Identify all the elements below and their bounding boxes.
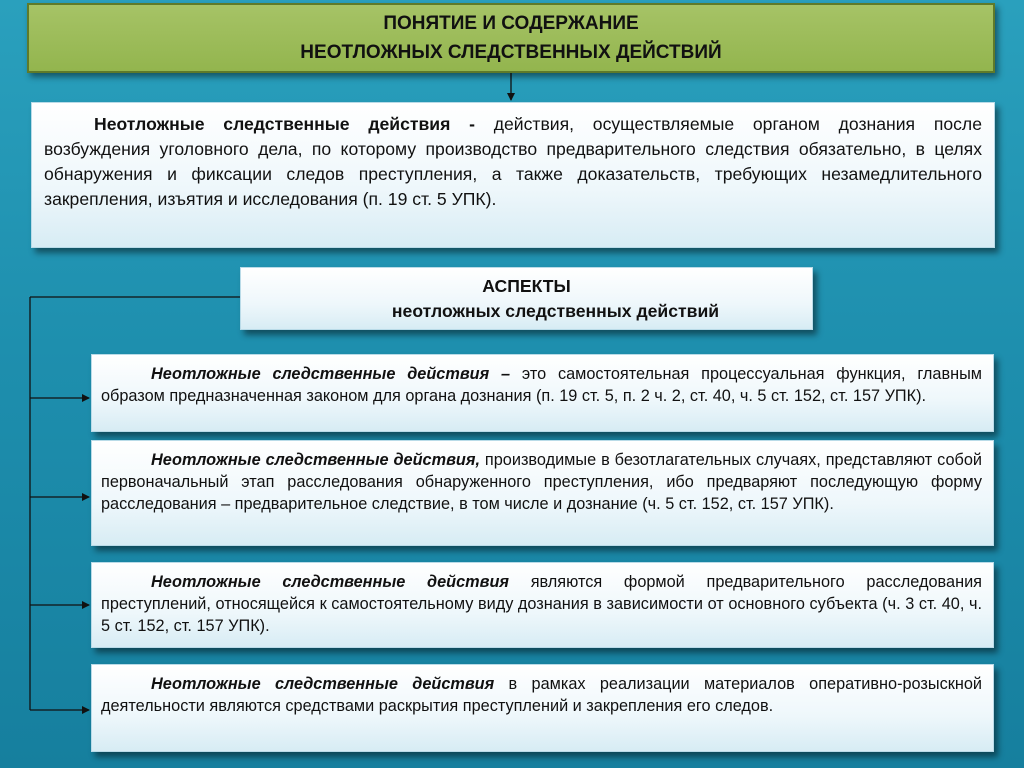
- title-line-2: НЕОТЛОЖНЫХ СЛЕДСТВЕННЫХ ДЕЙСТВИЙ: [300, 42, 722, 63]
- aspect-item-term: Неотложные следственные действия: [151, 573, 509, 591]
- aspect-item-text: являются формой предварительного расследования преступлений, относящейся к самостоятельному виду дознания в зависимости от основного субъекта (ч. 3 ст. 40, ч. 5 ст. 152, ст. 157 УПК).: [101, 573, 982, 635]
- definition-term: Неотложные следственные действия -: [94, 114, 475, 134]
- aspect-item-3: [91, 562, 994, 648]
- aspects-box: [240, 267, 813, 330]
- aspect-item-text: в рамках реализации материалов оперативно-розыскной деятельности являются средствами раскрытия преступлений и закрепления его следов.: [101, 675, 982, 715]
- aspect-item-text: производимые в безотлагательных случаях, представляют собой первоначальный этап расследования обнаруженного преступления, ибо предваряют последующую форму расследования – предварительное следствие, в том числе и дознание (ч. 5 ст. 152, ст. 157 УПК).: [101, 451, 982, 513]
- aspects-line-1: АСПЕКТЫ: [482, 275, 571, 296]
- aspects-line-2: неотложных следственных действий: [391, 300, 720, 321]
- title-line-1: ПОНЯТИЕ И СОДЕРЖАНИЕ: [383, 13, 639, 34]
- aspect-item-text: это самостоятельная процессуальная функция, главным образом предназначенная законом для органа дознания (п. 19 ст. 5, п. 2 ч. 2, ст. 40, ч. 5 ст. 152, ст. 157 УПК).: [101, 365, 982, 405]
- aspect-item-4: [91, 664, 994, 752]
- title-box: [27, 3, 995, 73]
- definition-box: [31, 102, 995, 248]
- aspect-item-term: Неотложные следственные действия –: [151, 365, 511, 383]
- definition-text: действия, осуществляемые органом дознания после возбуждения уголовного дела, по которому производство предварительного следствия обязательно, в целях обнаружения и фиксации следов преступления, а также доказательств, требующих незамедлительного закрепления, изъятия и исследования (п. 19 ст. 5 УПК).: [44, 114, 982, 209]
- aspect-item-2: [91, 440, 994, 546]
- aspect-item-term: Неотложные следственные действия,: [151, 451, 480, 469]
- aspect-item-term: Неотложные следственные действия: [151, 675, 495, 693]
- aspect-item-1: [91, 354, 994, 432]
